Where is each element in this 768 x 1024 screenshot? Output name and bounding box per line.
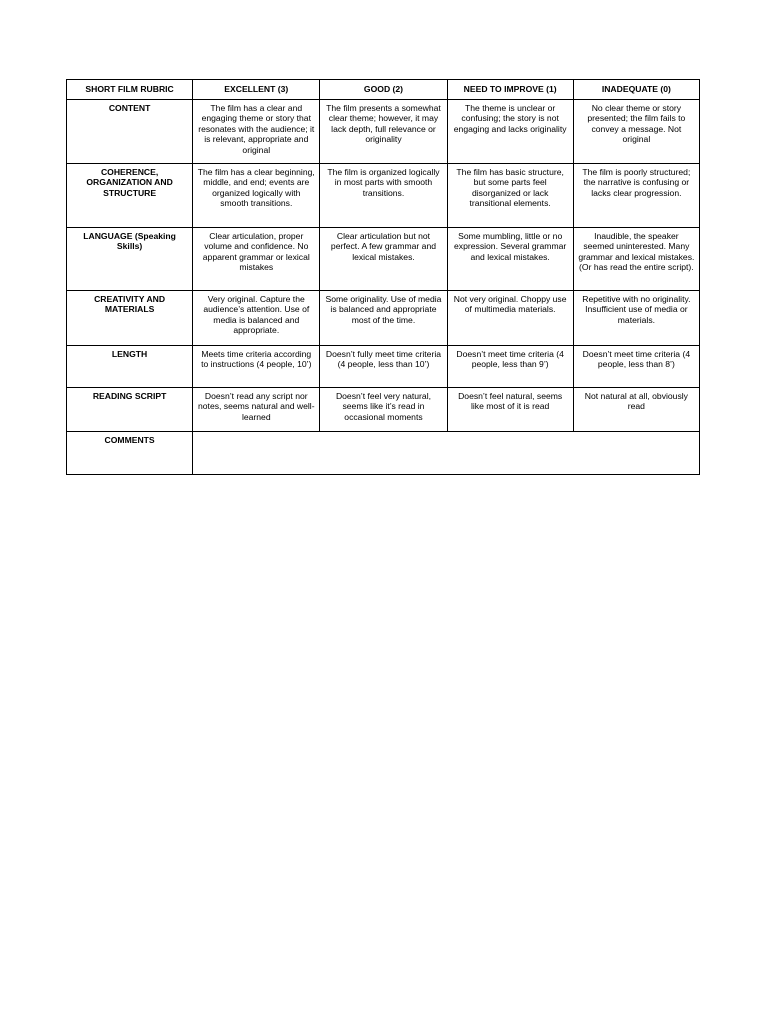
rubric-cell: Repetitive with no originality. Insufficient use of media or materials. bbox=[573, 291, 699, 346]
rubric-cell: The theme is unclear or confusing; the story is not engaging and lacks originality bbox=[447, 100, 573, 164]
criterion-cell: CREATIVITY AND MATERIALS bbox=[67, 291, 193, 346]
table-row-comments bbox=[67, 432, 700, 475]
rubric-cell: Not very original. Choppy use of multimedia materials. bbox=[447, 291, 573, 346]
comments-cell bbox=[193, 432, 700, 475]
rubric-cell: The film is poorly structured; the narrative is confusing or lacks clear progression. bbox=[573, 164, 699, 228]
header-cell-need-to-improve: NEED TO IMPROVE (1) bbox=[447, 80, 573, 100]
table-row-reading-script bbox=[67, 388, 700, 432]
criterion-cell: COHERENCE, ORGANIZATION AND STRUCTURE bbox=[67, 164, 193, 228]
rubric-cell: The film is organized logically in most parts with smooth transitions. bbox=[320, 164, 447, 228]
table-row-creativity bbox=[67, 291, 700, 346]
rubric-cell: Doesn’t feel very natural, seems like it’s read in occasional moments bbox=[320, 388, 447, 432]
rubric-cell: Not natural at all, obviously read bbox=[573, 388, 699, 432]
rubric-cell: Meets time criteria according to instructions (4 people, 10’) bbox=[193, 346, 320, 388]
rubric-cell: Some originality. Use of media is balanced and appropriate most of the time. bbox=[320, 291, 447, 346]
rubric-cell: Clear articulation, proper volume and confidence. No apparent grammar or lexical mistakes bbox=[193, 228, 320, 291]
rubric-cell: The film presents a somewhat clear theme; however, it may lack depth, full relevance or originality bbox=[320, 100, 447, 164]
table-row-content bbox=[67, 100, 700, 164]
rubric-cell: The film has a clear beginning, middle, and end; events are organized logically with smooth transitions. bbox=[193, 164, 320, 228]
comments-label-cell: COMMENTS bbox=[67, 432, 193, 475]
rubric-cell: Clear articulation but not perfect. A few grammar and lexical mistakes. bbox=[320, 228, 447, 291]
rubric-cell: No clear theme or story presented; the film fails to convey a message. Not original bbox=[573, 100, 699, 164]
header-cell-title: SHORT FILM RUBRIC bbox=[67, 80, 193, 100]
rubric-cell: The film has basic structure, but some parts feel disorganized or lack transitional elements. bbox=[447, 164, 573, 228]
rubric-cell: Doesn’t fully meet time criteria (4 people, less than 10’) bbox=[320, 346, 447, 388]
short-film-rubric-table bbox=[66, 79, 700, 475]
rubric-cell: The film has a clear and engaging theme or story that resonates with the audience; it is relevant, appropriate and original bbox=[193, 100, 320, 164]
rubric-cell: Very original. Capture the audience’s attention. Use of media is balanced and appropriate. bbox=[193, 291, 320, 346]
header-cell-excellent: EXCELLENT (3) bbox=[193, 80, 320, 100]
rubric-cell: Doesn’t meet time criteria (4 people, less than 8’) bbox=[573, 346, 699, 388]
rubric-cell: Doesn’t feel natural, seems like most of it is read bbox=[447, 388, 573, 432]
table-row-coherence bbox=[67, 164, 700, 228]
table-row-length bbox=[67, 346, 700, 388]
table-row-language bbox=[67, 228, 700, 291]
criterion-cell: CONTENT bbox=[67, 100, 193, 164]
header-cell-good: GOOD (2) bbox=[320, 80, 447, 100]
header-row bbox=[67, 80, 700, 100]
criterion-cell: LANGUAGE (Speaking Skills) bbox=[67, 228, 193, 291]
criterion-cell: LENGTH bbox=[67, 346, 193, 388]
rubric-cell: Doesn’t meet time criteria (4 people, less than 9’) bbox=[447, 346, 573, 388]
rubric-cell: Some mumbling, little or no expression. Several grammar and lexical mistakes. bbox=[447, 228, 573, 291]
rubric-cell: Inaudible, the speaker seemed uninterested. Many grammar and lexical mistakes. (Or has read the entire script). bbox=[573, 228, 699, 291]
criterion-cell: READING SCRIPT bbox=[67, 388, 193, 432]
rubric-cell: Doesn’t read any script nor notes, seems natural and well-learned bbox=[193, 388, 320, 432]
header-cell-inadequate: INADEQUATE (0) bbox=[573, 80, 699, 100]
